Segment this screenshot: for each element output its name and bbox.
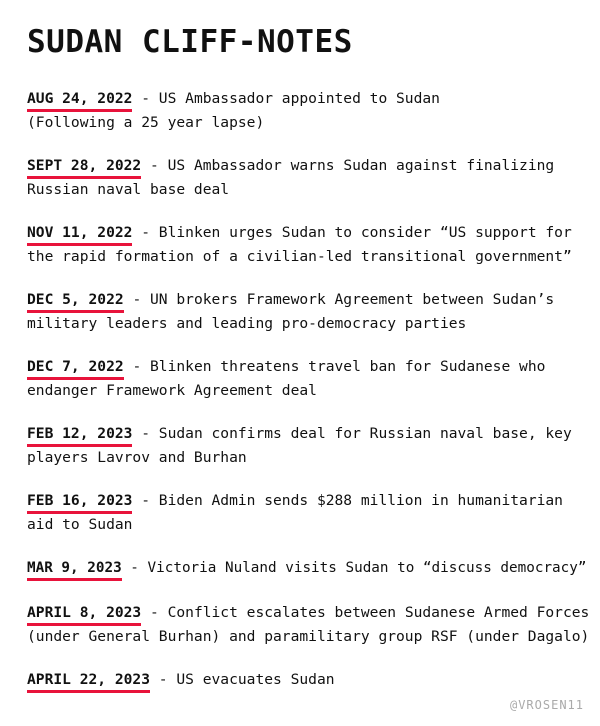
entry-text: - Victoria Nuland visits Sudan to “discuss democracy” bbox=[121, 560, 587, 576]
entry-line-1 bbox=[27, 155, 584, 179]
entry-line-2: (under General Burhan) and paramilitary group RSF (under Dagalo) bbox=[27, 628, 590, 645]
entry-text: - Sudan confirms deal for Russian naval base, key bbox=[132, 425, 572, 442]
entry-text: - UN brokers Framework Agreement between Sudan’s bbox=[123, 291, 555, 308]
entry-line-1 bbox=[27, 289, 584, 313]
timeline-entry-7 bbox=[27, 490, 584, 536]
timeline-entry-10 bbox=[27, 669, 584, 693]
entry-text: - Biden Admin sends $288 million in humanitarian bbox=[132, 492, 563, 509]
timeline-entry-6 bbox=[27, 423, 584, 469]
entry-text: - US Ambassador warns Sudan against finalizing bbox=[141, 157, 555, 174]
entry-line-1 bbox=[27, 423, 584, 447]
timeline-entry-2 bbox=[27, 155, 584, 201]
entry-line-1 bbox=[27, 669, 584, 693]
entry-date: FEB 12, 2023 bbox=[27, 425, 132, 447]
entry-line-2: endanger Framework Agreement deal bbox=[27, 382, 317, 399]
entry-text: - US Ambassador appointed to Sudan bbox=[132, 90, 440, 107]
entry-line-2: aid to Sudan bbox=[27, 516, 133, 533]
entry-text: - Blinken threatens travel ban for Sudanese who bbox=[123, 358, 546, 375]
timeline-entry-4 bbox=[27, 289, 584, 335]
entry-date: DEC 7, 2022 bbox=[27, 358, 124, 380]
entry-line-1 bbox=[27, 356, 584, 380]
entry-line-1 bbox=[27, 557, 587, 581]
timeline-entry-3 bbox=[27, 222, 584, 268]
entry-date: APRIL 8, 2023 bbox=[27, 604, 141, 626]
entry-text: - US evacuates Sudan bbox=[150, 671, 335, 688]
timeline-entry-5 bbox=[27, 356, 584, 402]
page-title: SUDAN CLIFF-NOTES bbox=[27, 24, 353, 60]
entry-line-2: Russian naval base deal bbox=[27, 181, 230, 198]
timeline-entry-9 bbox=[27, 602, 590, 648]
timeline-list bbox=[27, 88, 590, 693]
entry-date: MAR 9, 2023 bbox=[27, 559, 122, 581]
entry-line-1 bbox=[27, 602, 590, 626]
entry-line-2: players Lavrov and Burhan bbox=[27, 449, 247, 466]
entry-date: APRIL 22, 2023 bbox=[27, 671, 150, 693]
entry-line-1 bbox=[27, 88, 584, 112]
entry-date: SEPT 28, 2022 bbox=[27, 157, 141, 179]
entry-line-1 bbox=[27, 490, 584, 514]
timeline-entry-8 bbox=[27, 557, 587, 581]
entry-line-2: the rapid formation of a civilian-led transitional government” bbox=[27, 248, 572, 265]
entry-text: - Conflict escalates between Sudanese Armed Forces bbox=[141, 604, 590, 621]
entry-text: - Blinken urges Sudan to consider “US support for bbox=[132, 224, 572, 241]
entry-date: NOV 11, 2022 bbox=[27, 224, 132, 246]
entry-date: AUG 24, 2022 bbox=[27, 90, 132, 112]
entry-line-1 bbox=[27, 222, 584, 246]
author-watermark: @VROSEN11 bbox=[509, 698, 584, 712]
entry-line-2: military leaders and leading pro-democracy parties bbox=[27, 315, 467, 332]
entry-line-2: (Following a 25 year lapse) bbox=[27, 114, 265, 131]
entry-date: FEB 16, 2023 bbox=[27, 492, 132, 514]
entry-date: DEC 5, 2022 bbox=[27, 291, 124, 313]
timeline-entry-1 bbox=[27, 88, 584, 134]
